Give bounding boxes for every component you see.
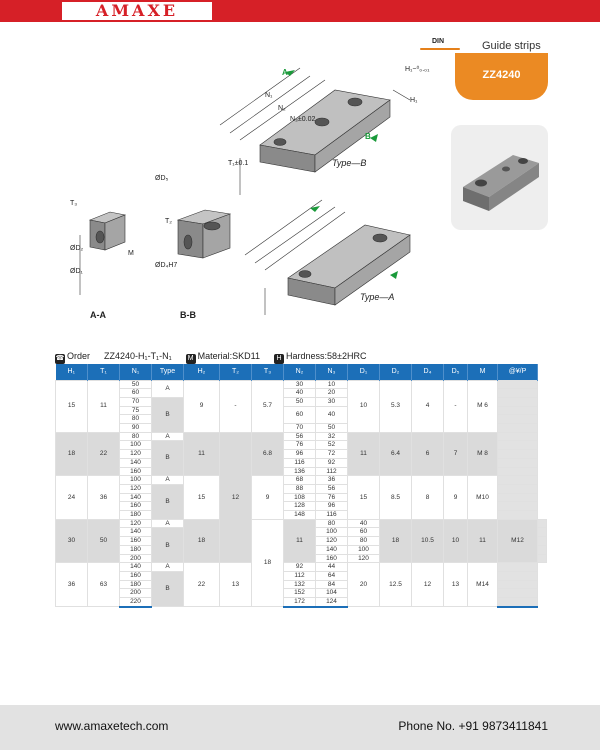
- col-h2: H₂: [184, 364, 220, 380]
- cell-n2: 100: [316, 528, 348, 537]
- cell-n3: 64: [316, 571, 348, 580]
- order-label: Order: [67, 351, 91, 361]
- cell-n1: 160: [120, 537, 152, 546]
- cell-h2: 15: [184, 476, 220, 520]
- table-body: [56, 380, 547, 607]
- cell-price: [538, 554, 547, 563]
- cell-n3: 10: [316, 380, 348, 389]
- cell-h2: 9: [184, 380, 220, 432]
- cell-d2: 6.4: [380, 432, 412, 476]
- cell-n2: 116: [284, 458, 316, 467]
- col-d4: D₄: [412, 364, 444, 380]
- col-price: @¥/P: [498, 364, 538, 380]
- n1-label: N₁: [265, 92, 273, 99]
- logo-text: AMAXE: [95, 1, 179, 20]
- cell-price: [498, 415, 538, 424]
- t2-label: T₂: [165, 218, 172, 225]
- cell-price: [498, 380, 538, 389]
- cell-d1: 11: [348, 432, 380, 476]
- cell-d4: 4: [412, 380, 444, 432]
- cell-n2: 30: [284, 380, 316, 389]
- brand-header-bar: [0, 0, 600, 22]
- phone-icon: ☎: [55, 355, 65, 362]
- product-code-tab: [455, 53, 548, 100]
- phone-number: Phone No. +91 9873411841: [398, 719, 548, 733]
- cell-n1: 80: [120, 432, 152, 441]
- cell-n2: 40: [284, 389, 316, 398]
- cell-t3: 13: [220, 563, 252, 607]
- cell-m: M10: [468, 476, 498, 520]
- cell-n2: 70: [284, 424, 316, 433]
- cell-d2: 10.5: [412, 519, 444, 563]
- cell-n2: 88: [284, 484, 316, 493]
- cell-price: [498, 441, 538, 450]
- cell-n2: 120: [316, 537, 348, 546]
- cell-price: [498, 580, 538, 589]
- col-type: Type: [152, 364, 184, 380]
- col-d1: D₁: [348, 364, 380, 380]
- cell-d2: 8.5: [380, 476, 412, 520]
- cell-n3: 120: [348, 554, 380, 563]
- cell-n3: 32: [316, 432, 348, 441]
- cell-n3: 36: [316, 476, 348, 485]
- cell-m: M12: [498, 519, 538, 563]
- cell-n2: 148: [284, 511, 316, 520]
- n2-label: N₂: [278, 105, 286, 112]
- cell-n3: 40: [348, 519, 380, 528]
- cell-n1: 100: [120, 441, 152, 450]
- h1-label: H₁: [410, 97, 418, 104]
- cell-d5: -: [444, 380, 468, 432]
- footer: [0, 705, 600, 750]
- cell-price: [538, 519, 547, 528]
- cell-t2: -: [220, 380, 252, 432]
- cell-n1: 160: [120, 571, 152, 580]
- hardness-icon: H: [274, 354, 284, 364]
- n3-label: N₃±0.02: [290, 116, 316, 123]
- cell-d1: 15: [348, 476, 380, 520]
- cell-price: [498, 389, 538, 398]
- cell-t1: 22: [88, 432, 120, 476]
- t3-label: T₃: [70, 200, 78, 207]
- col-n2: N₂: [284, 364, 316, 380]
- cell-n1: 180: [120, 545, 152, 554]
- cell-t3: 9: [252, 476, 284, 520]
- col-d2: D₂: [380, 364, 412, 380]
- cell-n1: 140: [120, 528, 152, 537]
- cell-h1: 24: [56, 476, 88, 520]
- cell-n1: 80: [120, 415, 152, 424]
- cell-n1: 140: [120, 493, 152, 502]
- cell-t1: 63: [88, 563, 120, 607]
- type-b-label: Type—B: [332, 158, 367, 168]
- cell-n1: 50: [120, 380, 152, 389]
- cell-price: [498, 589, 538, 598]
- cell-d4: 6: [412, 432, 444, 476]
- cell-t3: 11: [284, 519, 316, 563]
- cell-n2: 80: [316, 519, 348, 528]
- cell-price: [498, 406, 538, 415]
- d2-label: ØD₂: [70, 245, 84, 252]
- product-photo: [451, 125, 548, 230]
- cell-n2: 92: [284, 563, 316, 572]
- cell-type-b: B: [152, 484, 184, 519]
- cell-n3: 84: [316, 580, 348, 589]
- cell-type-b: B: [152, 571, 184, 606]
- cell-price: [498, 432, 538, 441]
- cell-h2: 11: [184, 432, 220, 476]
- cell-m: M14: [468, 563, 498, 607]
- col-n3: N₃: [316, 364, 348, 380]
- cell-type-a: A: [152, 432, 184, 441]
- col-t3: T₃: [252, 364, 284, 380]
- hardness-text: Hardness:58±2HRC: [286, 351, 367, 361]
- cell-d1: 20: [348, 563, 380, 607]
- cell-n2: 50: [284, 397, 316, 406]
- cell-price: [498, 424, 538, 433]
- cell-h1: 18: [56, 432, 88, 476]
- cell-h1: 15: [56, 380, 88, 432]
- technical-drawing-icon: [60, 30, 440, 330]
- cell-price: [498, 484, 538, 493]
- cell-n1: 200: [120, 589, 152, 598]
- website-link[interactable]: www.amaxetech.com: [55, 719, 169, 733]
- cell-n3: 96: [316, 502, 348, 511]
- din-badge: DIN: [432, 38, 445, 45]
- cell-price: [498, 397, 538, 406]
- cell-d5: 7: [444, 432, 468, 476]
- arrow-b-top-label: B: [365, 132, 371, 141]
- cell-n1: 120: [120, 450, 152, 459]
- m-label: M: [128, 250, 134, 257]
- cell-d4: 10: [444, 519, 468, 563]
- cell-n1: 140: [120, 458, 152, 467]
- cell-n2: 56: [284, 432, 316, 441]
- cell-n2: 60: [284, 406, 316, 423]
- cell-t2: 12: [220, 432, 252, 563]
- cell-n2: 160: [316, 554, 348, 563]
- order-info: [55, 351, 366, 364]
- cell-n1: 60: [120, 389, 152, 398]
- cell-type-b: B: [152, 528, 184, 563]
- cell-d1: 10: [348, 380, 380, 432]
- material-text: Material:SKD11: [197, 351, 260, 361]
- cell-n1: 140: [120, 563, 152, 572]
- col-h1: H₁: [56, 364, 88, 380]
- table-row: [56, 563, 547, 572]
- material-icon: M: [186, 354, 196, 364]
- cell-price: [498, 458, 538, 467]
- cell-n3: 50: [316, 424, 348, 433]
- cell-n3: 92: [316, 458, 348, 467]
- material-wrap: [186, 351, 260, 364]
- cell-d5: 11: [468, 519, 498, 563]
- cell-n2: 128: [284, 502, 316, 511]
- cell-n3: 56: [316, 484, 348, 493]
- cell-d2: 5.3: [380, 380, 412, 432]
- type-a-label: Type—A: [360, 292, 395, 302]
- cell-price: [538, 537, 547, 546]
- cell-n1: 120: [120, 519, 152, 528]
- cell-n3: 20: [316, 389, 348, 398]
- category-title: Guide strips: [482, 40, 541, 52]
- d5-label: ØD₅: [155, 175, 169, 182]
- cell-h1: 36: [56, 563, 88, 607]
- cell-n3: 40: [316, 406, 348, 423]
- cell-d1: 18: [380, 519, 412, 563]
- cell-type-b: B: [152, 397, 184, 432]
- cell-type-a: A: [152, 563, 184, 572]
- cell-n1: 75: [120, 406, 152, 415]
- col-n1: N₁: [120, 364, 152, 380]
- cell-n1: 70: [120, 397, 152, 406]
- h1-tolerance-label: H₁−⁰₀.₀₁: [405, 66, 430, 73]
- cell-t3: 6.8: [252, 432, 284, 476]
- cell-d5: 9: [444, 476, 468, 520]
- cell-n1: 120: [120, 484, 152, 493]
- cell-type-b: B: [152, 441, 184, 476]
- cell-d4: 12: [412, 563, 444, 607]
- cell-price: [498, 563, 538, 572]
- table-row: [56, 432, 547, 441]
- cell-h1: 30: [56, 519, 88, 563]
- guide-strip-photo-icon: [451, 125, 548, 230]
- cell-n3: 52: [316, 441, 348, 450]
- cell-n2: 140: [316, 545, 348, 554]
- arrow-a-top-label: A: [282, 68, 288, 77]
- cell-price: [538, 545, 547, 554]
- cell-m: M 8: [468, 432, 498, 476]
- cell-price: [498, 598, 538, 607]
- spec-table: [55, 364, 547, 608]
- cell-n3: 124: [316, 598, 348, 607]
- cell-price: [498, 450, 538, 459]
- cell-price: [498, 502, 538, 511]
- col-t2: T₂: [220, 364, 252, 380]
- cell-n1: 180: [120, 580, 152, 589]
- cell-price: [498, 571, 538, 580]
- cell-n3: 116: [316, 511, 348, 520]
- cell-n3: 80: [348, 537, 380, 546]
- cell-h2: 22: [184, 563, 220, 607]
- cell-t1: 36: [88, 476, 120, 520]
- cell-d4: 8: [412, 476, 444, 520]
- cell-type-a: A: [152, 519, 184, 528]
- cell-n3: 76: [316, 493, 348, 502]
- t1-label: T₁±0.1: [228, 160, 249, 167]
- cell-t1: 11: [88, 380, 120, 432]
- d1-label: ØD₁: [70, 268, 83, 275]
- col-m: M: [468, 364, 498, 380]
- cell-n2: 172: [284, 598, 316, 607]
- hardness-wrap: [274, 351, 366, 364]
- col-d5: D₅: [444, 364, 468, 380]
- cell-n1: 160: [120, 502, 152, 511]
- cell-type-a: A: [152, 476, 184, 485]
- cell-n2: 68: [284, 476, 316, 485]
- cell-n2: 136: [284, 467, 316, 476]
- cell-n1: 160: [120, 467, 152, 476]
- cell-n2: 76: [284, 441, 316, 450]
- order-label-wrap: [55, 351, 90, 364]
- table-row: [56, 519, 547, 528]
- cell-n3: 44: [316, 563, 348, 572]
- cell-h2: 18: [184, 519, 220, 563]
- section-b-label: B-B: [180, 310, 196, 320]
- cell-price: [538, 528, 547, 537]
- cell-n1: 90: [120, 424, 152, 433]
- technical-drawing: [60, 30, 440, 330]
- cell-d5: 13: [444, 563, 468, 607]
- d4-label: ØD₄H7: [155, 262, 178, 269]
- cell-t3: 5.7: [252, 380, 284, 432]
- cell-n3: 30: [316, 397, 348, 406]
- cell-n3: 104: [316, 589, 348, 598]
- cell-m: M 6: [468, 380, 498, 432]
- cell-n3: 100: [348, 545, 380, 554]
- cell-n3: 72: [316, 450, 348, 459]
- cell-n1: 220: [120, 598, 152, 607]
- cell-n2: 132: [284, 580, 316, 589]
- table-row: [56, 476, 547, 485]
- product-code: ZZ4240: [482, 69, 521, 81]
- order-code: ZZ4240-H₁-T₁-N₁: [104, 351, 172, 361]
- cell-price: [498, 467, 538, 476]
- cell-n2: 152: [284, 589, 316, 598]
- cell-price: [498, 476, 538, 485]
- cell-n2: 96: [284, 450, 316, 459]
- logo: [62, 2, 212, 20]
- cell-t1: 50: [88, 519, 120, 563]
- cell-type-a: A: [152, 380, 184, 397]
- cell-n3: 112: [316, 467, 348, 476]
- cell-n1: 200: [120, 554, 152, 563]
- cell-n2: 108: [284, 493, 316, 502]
- table-header-row: [56, 364, 547, 380]
- table-row: [56, 380, 547, 389]
- cell-t2: 18: [252, 519, 284, 607]
- cell-price: [498, 493, 538, 502]
- cell-n2: 112: [284, 571, 316, 580]
- cell-d2: 12.5: [380, 563, 412, 607]
- col-t1: T₁: [88, 364, 120, 380]
- cell-n3: 60: [348, 528, 380, 537]
- section-a-label: A-A: [90, 310, 106, 320]
- cell-n1: 100: [120, 476, 152, 485]
- cell-price: [498, 511, 538, 520]
- cell-n1: 180: [120, 511, 152, 520]
